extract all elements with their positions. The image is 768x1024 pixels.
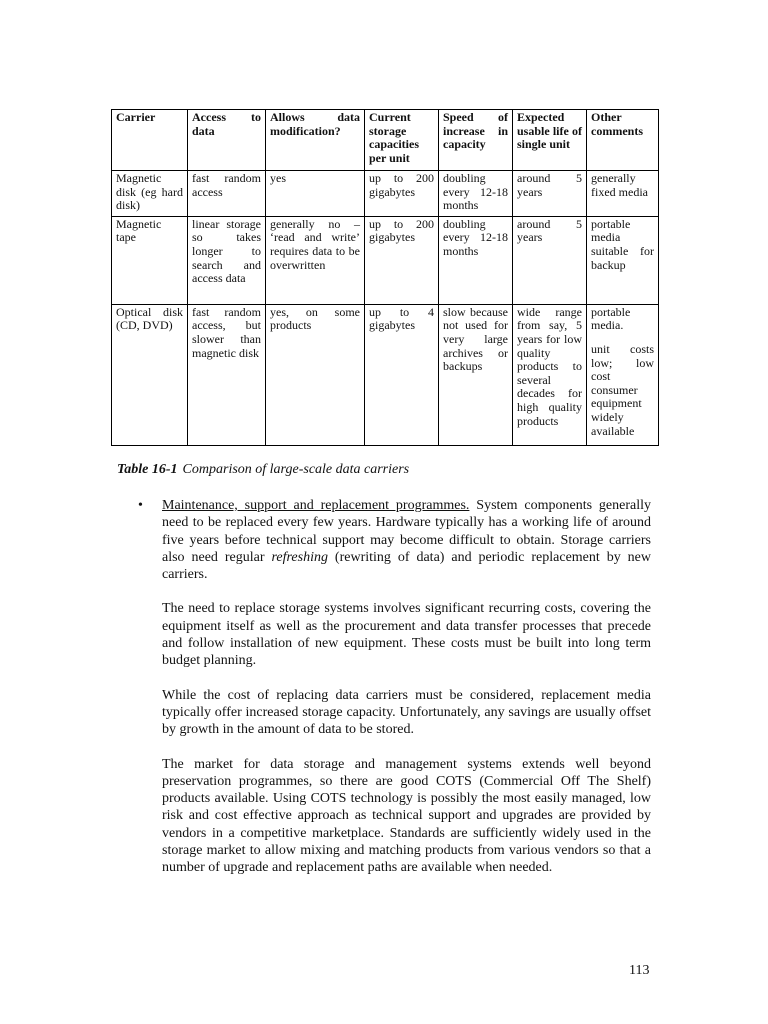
table-row [112, 304, 659, 445]
paragraph: The need to replace storage systems involves significant recurring costs, covering the equipment itself as well as the procurement and data transfer processes that precede and follow installation of new equipment. These costs must be built into long term budget planning. [162, 601, 651, 669]
table-cell: around 5 years [513, 171, 587, 217]
table-cell: fast random access [188, 171, 266, 217]
bullet-paragraph [138, 497, 652, 583]
header-life: Expected usable life of single unit [513, 110, 587, 171]
table-header-row [112, 110, 659, 171]
table-cell: doubling every 12-18 months [439, 216, 513, 304]
cell-note: portable media. [591, 304, 631, 333]
data-carriers-table [111, 109, 659, 446]
table-cell: Magnetic tape [112, 216, 188, 304]
table-cell: doubling every 12-18 months [439, 171, 513, 217]
cell-note-extra: unit costs low; low cost consumer equipment widely available [591, 341, 654, 438]
header-comments: Other comments [587, 110, 659, 171]
table-row [112, 171, 659, 217]
table-cell: Optical disk (CD, DVD) [112, 304, 188, 445]
header-speed: Speed of increase in capacity [439, 110, 513, 171]
header-capacity: Current storage capacities per unit [365, 110, 439, 171]
table-cell: yes [266, 171, 365, 217]
header-access: Access to data [188, 110, 266, 171]
caption-text: Comparison of large-scale data carriers [182, 462, 410, 477]
caption-number: Table 16-1 [117, 462, 178, 477]
table-cell: around 5 years [513, 216, 587, 304]
header-carrier: Carrier [112, 110, 188, 171]
table-cell: generally no – ‘read and write’ requires data to be overwritten [266, 216, 365, 304]
table-cell: slow because not used for very large archives or backups [439, 304, 513, 445]
page-number: 113 [629, 963, 650, 978]
bullet-icon: • [138, 498, 143, 513]
bullet-emphasis: refreshing [271, 549, 328, 565]
table-cell: up to 4 gigabytes [365, 304, 439, 445]
paragraph: While the cost of replacing data carriers must be considered, replacement media typically offer increased storage capacity. Unfortunately, any savings are usually offset by growth in the amount of data to be stored. [162, 687, 651, 738]
table-cell: up to 200 gigabytes [365, 171, 439, 217]
table-cell: yes, on some products [266, 304, 365, 445]
table-cell: generally fixed media [587, 171, 659, 217]
header-modification: Allows data modification? [266, 110, 365, 171]
paragraph: The market for data storage and management systems extends well beyond preservation programmes, so there are good COTS (Commercial Off The Shelf) products available. Using COTS technology is possibly the most easily managed, low risk and cost effective approach as technical support and upgrades are provided by vendors in a competitive marketplace. Standards are sufficiently widely used in the storage market to allow mixing and matching products from various vendors so that a number of upgrade and replacement paths are available when needed. [162, 756, 651, 876]
table-cell: up to 200 gigabytes [365, 216, 439, 304]
bullet-text-1: System components generally need to be replaced every few years. Hardware typically has a working life of around five years before technical support may become difficult to obtain. Storage carriers also need regular [162, 498, 652, 565]
table-cell: linear storage so takes longer to search and access data [188, 216, 266, 304]
bullet-heading: Maintenance, support and replacement programmes. [162, 498, 470, 513]
table-caption [117, 462, 409, 478]
table-cell: portable media suitable for backup [587, 216, 659, 304]
table-cell [587, 304, 659, 445]
table-cell: wide range from say, 5 years for low quality products to several decades for high quality products [513, 304, 587, 445]
table-cell: fast random access, but slower than magnetic disk [188, 304, 266, 445]
table-row [112, 216, 659, 304]
bullet-text-2: (rewriting of data) and periodic replacement by new carriers. [162, 549, 651, 583]
body-text [138, 497, 652, 894]
table-cell: Magnetic disk (eg hard disk) [112, 171, 188, 217]
